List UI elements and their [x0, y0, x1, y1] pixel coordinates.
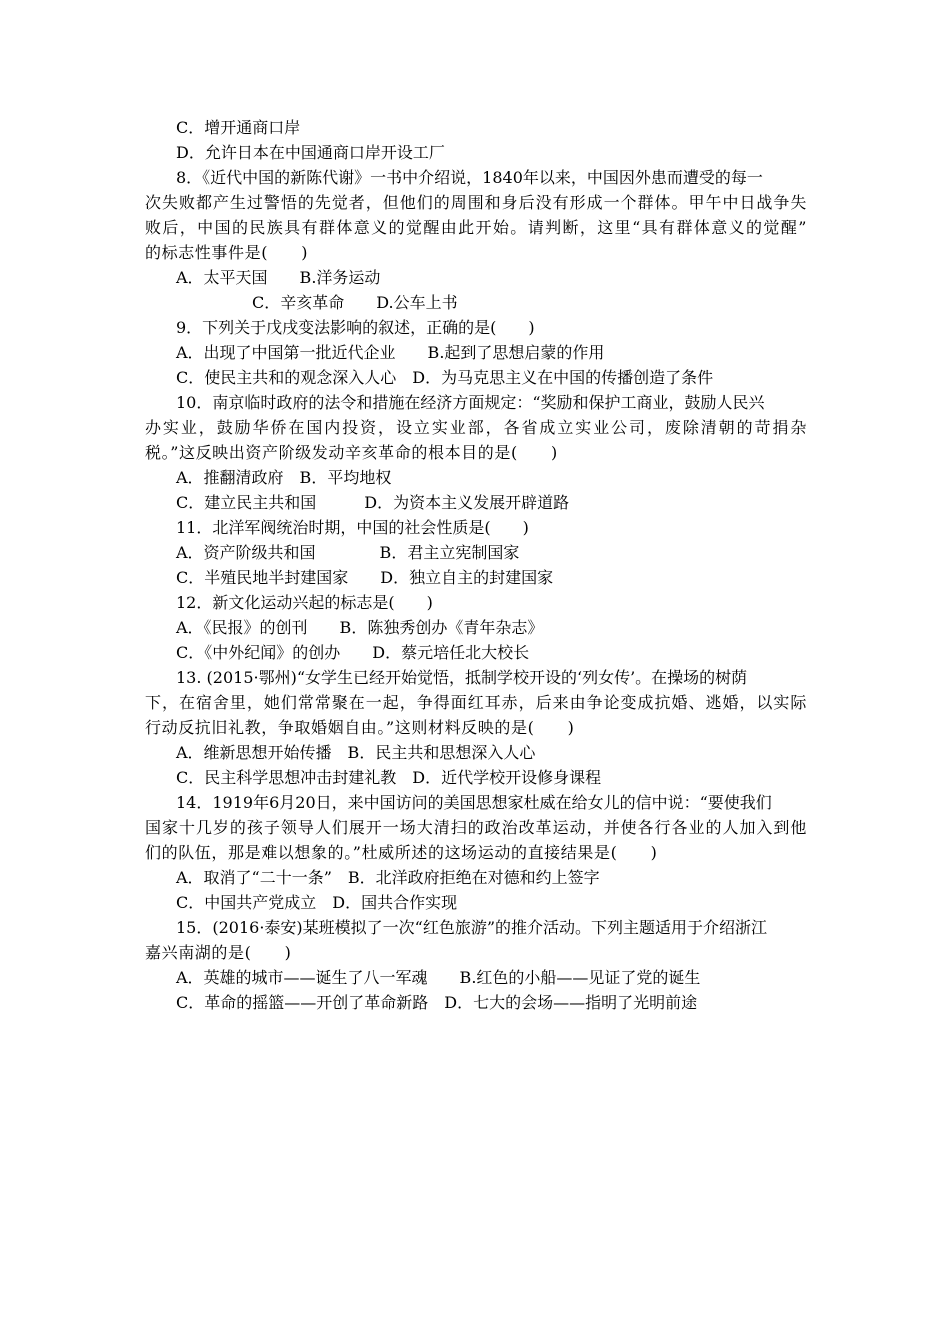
options-9-ab: A．出现了中国第一批近代企业 B.起到了思想启蒙的作用: [176, 343, 605, 362]
question-11: 11．北洋军阀统治时期，中国的社会性质是( ): [176, 518, 529, 537]
options-11-cd: C．半殖民地半封建国家 D．独立自主的封建国家: [176, 568, 554, 587]
options-15-cd: C．革命的摇篮——开创了革命新路 D．七大的会场——指明了光明前途: [176, 993, 698, 1012]
question-10-line-3: 税。”这反映出资产阶级发动辛亥革命的根本目的是( ): [145, 443, 558, 462]
question-8-line-1: 8．《近代中国的新陈代谢》一书中介绍说，1840年以来，中国因外患而遭受的每一: [176, 168, 763, 187]
question-8-line-4: 的标志性事件是( ): [145, 243, 309, 262]
options-10-ab: A．推翻清政府 B．平均地权: [176, 468, 392, 487]
question-8-line-2: 次失败都产生过警悟的先觉者，但他们的周围和身后没有形成一个群体。甲午中日战争失: [145, 193, 807, 212]
question-14-line-3: 们的队伍，那是难以想象的。”杜威所述的这场运动的直接结果是( ): [145, 843, 658, 862]
question-15-line-1: 15．(2016·泰安)某班模拟了一次“红色旅游”的推介活动。下列主题适用于介绍浙江: [176, 918, 768, 937]
options-12-ab: A．《民报》的创刊 B．陈独秀创办《青年杂志》: [176, 618, 544, 637]
question-13-line-3: 行动反抗旧礼教，争取婚姻自由。”这则材料反映的是( ): [145, 718, 575, 737]
options-14-cd: C．中国共产党成立 D．国共合作实现: [176, 893, 458, 912]
question-10-line-1: 10．南京临时政府的法令和措施在经济方面规定：“奖励和保护工商业，鼓励人民兴: [176, 393, 765, 412]
options-8-cd: C．辛亥革命 D.公车上书: [252, 293, 458, 312]
options-13-cd: C．民主科学思想冲击封建礼教 D．近代学校开设修身课程: [176, 768, 602, 787]
option-7c: C．增开通商口岸: [176, 118, 301, 137]
options-8-ab: A．太平天国 B.洋务运动: [176, 268, 381, 287]
options-13-ab: A．维新思想开始传播 B．民主共和思想深入人心: [176, 743, 536, 762]
question-13-line-2: 下，在宿舍里，她们常常聚在一起，争得面红耳赤，后来由争论变成抗婚、逃婚，以实际: [145, 693, 807, 712]
options-11-ab: A．资产阶级共和国 B．君主立宪制国家: [176, 543, 520, 562]
option-7d: D．允许日本在中国通商口岸开设工厂: [176, 143, 445, 162]
question-10-line-2: 办实业，鼓励华侨在国内投资，设立实业部，各省成立实业公司，废除清朝的苛捐杂: [145, 418, 807, 437]
options-14-ab: A．取消了“二十一条” B．北洋政府拒绝在对德和约上签字: [176, 868, 600, 887]
options-15-ab: A．英雄的城市——诞生了八一军魂 B.红色的小船——见证了党的诞生: [176, 968, 701, 987]
options-12-cd: C．《中外纪闻》的创办 D．蔡元培任北大校长: [176, 643, 530, 662]
question-8-line-3: 败后，中国的民族具有群体意义的觉醒由此开始。请判断，这里“具有群体意义的觉醒”: [145, 218, 807, 237]
question-15-line-2: 嘉兴南湖的是( ): [145, 943, 292, 962]
question-14-line-2: 国家十几岁的孩子领导人们展开一场大清扫的政治改革运动，并使各行各业的人加入到他: [145, 818, 807, 837]
question-14-line-1: 14．1919年6月20日，来中国访问的美国思想家杜威在给女儿的信中说：“要使我们: [176, 793, 772, 812]
options-10-cd: C．建立民主共和国 D．为资本主义发展开辟道路: [176, 493, 570, 512]
question-9: 9．下列关于戊戌变法影响的叙述，正确的是( ): [176, 318, 535, 337]
question-13-line-1: 13. (2015·鄂州)“女学生已经开始觉悟，抵制学校开设的‘列女传’。在操场的树荫: [176, 668, 748, 687]
question-12: 12．新文化运动兴起的标志是( ): [176, 593, 433, 612]
options-9-cd: C．使民主共和的观念深入人心 D．为马克思主义在中国的传播创造了条件: [176, 368, 714, 387]
